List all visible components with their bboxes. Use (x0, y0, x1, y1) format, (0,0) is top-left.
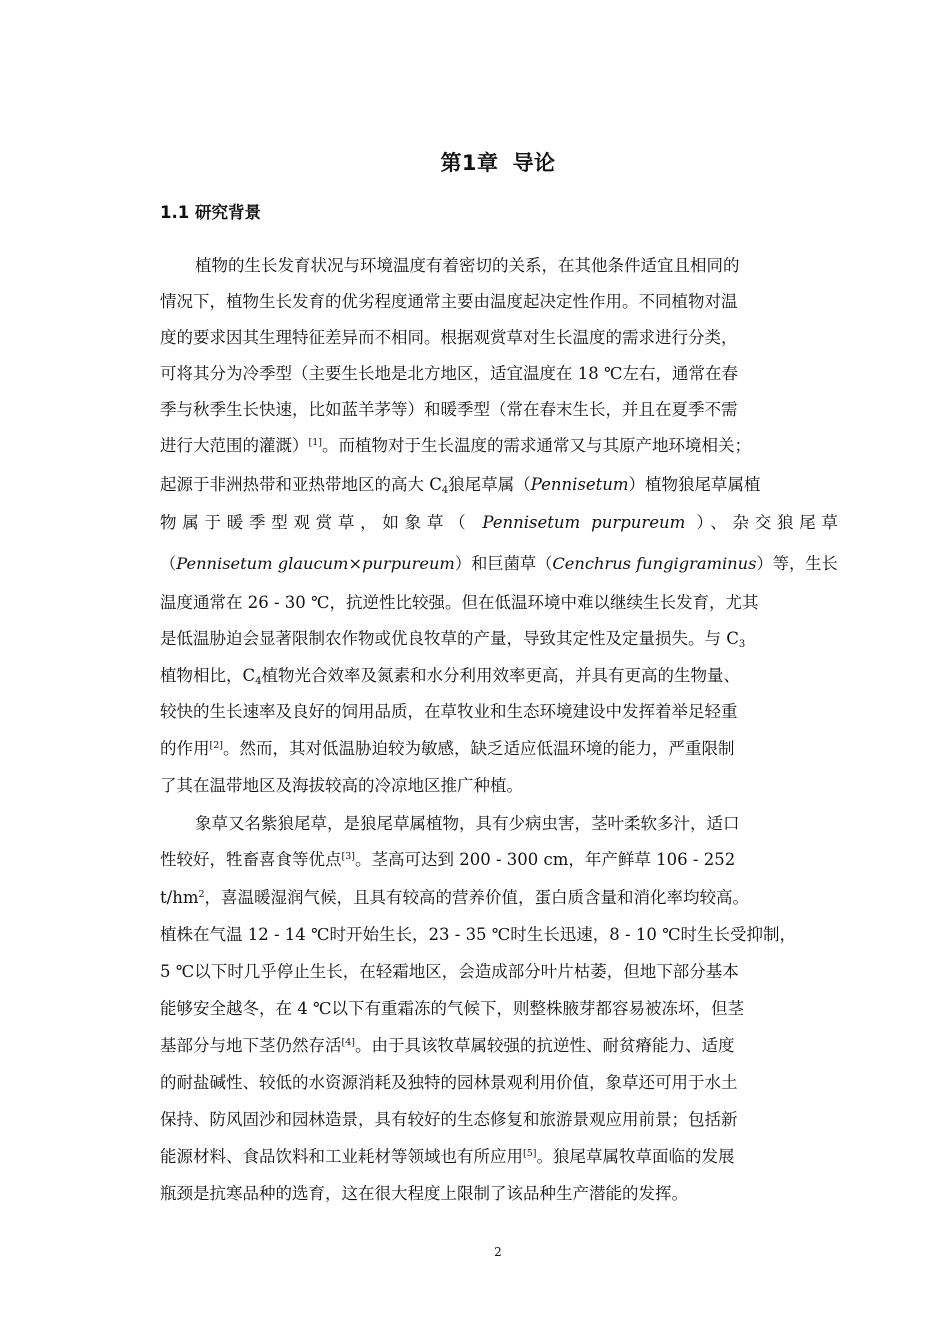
text-line (160, 428, 838, 464)
superscript: 2 (198, 889, 205, 900)
text-line (160, 658, 838, 694)
chapter-number: 第1章 (440, 151, 499, 175)
text-run: ）、杂交狼尾草 (696, 513, 839, 532)
text-line (160, 505, 838, 541)
text-line: 瓶颈是抗寒品种的选育，这在很大程度上限制了该品种生产潜能的发挥。 (160, 1184, 688, 1203)
text-line (160, 880, 838, 916)
text-run: （ (160, 554, 177, 573)
text-run: 植物光合效率及氮素和水分利用效率更高，并具有更高的生物量、 (261, 666, 740, 685)
text-line: 保持、防风固沙和园林造景，具有较好的生态修复和旅游景观应用前景；包括新 (160, 1110, 738, 1129)
text-run: 是低温胁迫会显著限制农作物或优良牧草的产量，导致其定性及定量损失。与 C (160, 629, 739, 648)
text-run: 物属于暖季型观赏草，如象草（ (160, 513, 472, 532)
text-line: 的耐盐碱性、较低的水资源消耗及独特的园林景观利用价值，象草还可用于水土 (160, 1073, 738, 1092)
text-run: 起源于非洲热带和亚热带地区的高大 C (160, 475, 442, 494)
citation-ref: [5] (523, 1148, 537, 1159)
text-run: 能源材料、食品饮料和工业耗材等领域也有所应用 (160, 1147, 523, 1166)
text-line: 能够安全越冬，在 4 ℃以下有重霜冻的气候下，则整株腋芽都容易被冻坏，但茎 (160, 999, 744, 1018)
species-name: Cenchrus fungigraminus (552, 554, 757, 573)
text-run: 性较好，牲畜喜食等优点 (160, 850, 342, 869)
text-line: 5 ℃以下时几乎停止生长，在轻霜地区，会造成部分叶片枯萎，但地下部分基本 (160, 962, 739, 981)
text-run: 。由于具该牧草属较强的抗逆性、耐贫瘠能力、适度 (354, 1036, 735, 1055)
text-line: 了其在温带地区及海拔较高的冷凉地区推广种植。 (160, 776, 523, 795)
text-line: 度的要求因其生理特征差异而不相同。根据观赏草对生长温度的需求进行分类， (160, 328, 738, 347)
text-run: 基部分与地下茎仍然存活 (160, 1036, 342, 1055)
chapter-name: 导论 (512, 151, 556, 175)
text-run: 。而植物对于生长温度的需求通常又与其原产地环境相关； (321, 436, 751, 455)
text-line (160, 621, 838, 657)
text-run: ）等，生长 (756, 554, 838, 573)
text-run: 进行大范围的灌溉） (160, 436, 309, 455)
subscript: 4 (255, 676, 262, 687)
text-line (160, 842, 838, 878)
text-run: t/hm (160, 888, 199, 907)
text-run: ，喜温暖湿润气候，且具有较高的营养价值，蛋白质含量和消化率均较高。 (204, 888, 750, 907)
text-line: 植物的生长发育状况与环境温度有着密切的关系，在其他条件适宜且相同的 (195, 256, 740, 275)
citation-ref: [2] (209, 740, 223, 751)
text-run: 。狼尾草属牧草面临的发展 (536, 1147, 735, 1166)
text-run: 。然而，其对低温胁迫较为敏感，缺乏适应低温环境的能力，严重限制 (222, 739, 735, 758)
text-line: 较快的生长速率及良好的饲用品质，在草牧业和生态环境建设中发挥着举足轻重 (160, 702, 738, 721)
species-name: Pennisetum glaucum×purpureum (176, 554, 455, 573)
species-name: Pennisetum purpureum (482, 513, 686, 532)
subscript: 3 (738, 639, 746, 650)
species-name: Pennisetum (530, 475, 629, 494)
text-line: 温度通常在 26 - 30 ℃，抗逆性比较强。但在低温环境中难以继续生长发育，尤其 (160, 593, 759, 612)
text-run: 的作用 (160, 739, 210, 758)
text-line: 季与秋季生长快速，比如蓝羊茅等）和暖季型（常在春末生长，并且在夏季不需 (160, 400, 738, 419)
text-line: 可将其分为冷季型（主要生长地是北方地区，适宜温度在 18 ℃左右，通常在春 (160, 364, 738, 383)
citation-ref: [4] (341, 1037, 355, 1048)
subscript: 4 (441, 485, 449, 496)
text-line (160, 1028, 838, 1064)
text-run: 植物相比，C (160, 666, 256, 685)
text-line (160, 546, 838, 582)
text-line: 植株在气温 12 - 14 ℃时开始生长，23 - 35 ℃时生长迅速，8 - 10 ℃时生长受抑制， (160, 925, 797, 944)
text-line: 情况下，植物生长发育的优劣程度通常主要由温度起决定性作用。不同植物对温 (160, 292, 738, 311)
text-run: ）和巨菌草（ (454, 554, 553, 573)
text-run: ）植物狼尾草属植 (628, 475, 761, 494)
section-heading: 1.1 研究背景 (160, 203, 261, 222)
text-line (160, 467, 838, 503)
citation-ref: [1] (308, 437, 322, 448)
page-number: 2 (494, 1245, 502, 1259)
chapter-title (0, 148, 950, 178)
text-run: 。茎高可达到 200 - 300 cm，年产鲜草 106 - 252 (354, 850, 736, 869)
text-line (160, 731, 838, 767)
text-run: 狼尾草属（ (448, 475, 531, 494)
text-line (160, 1139, 838, 1175)
citation-ref: [3] (341, 851, 355, 862)
text-line: 象草又名紫狼尾草，是狼尾草属植物，具有少病虫害，茎叶柔软多汁，适口 (195, 814, 740, 833)
